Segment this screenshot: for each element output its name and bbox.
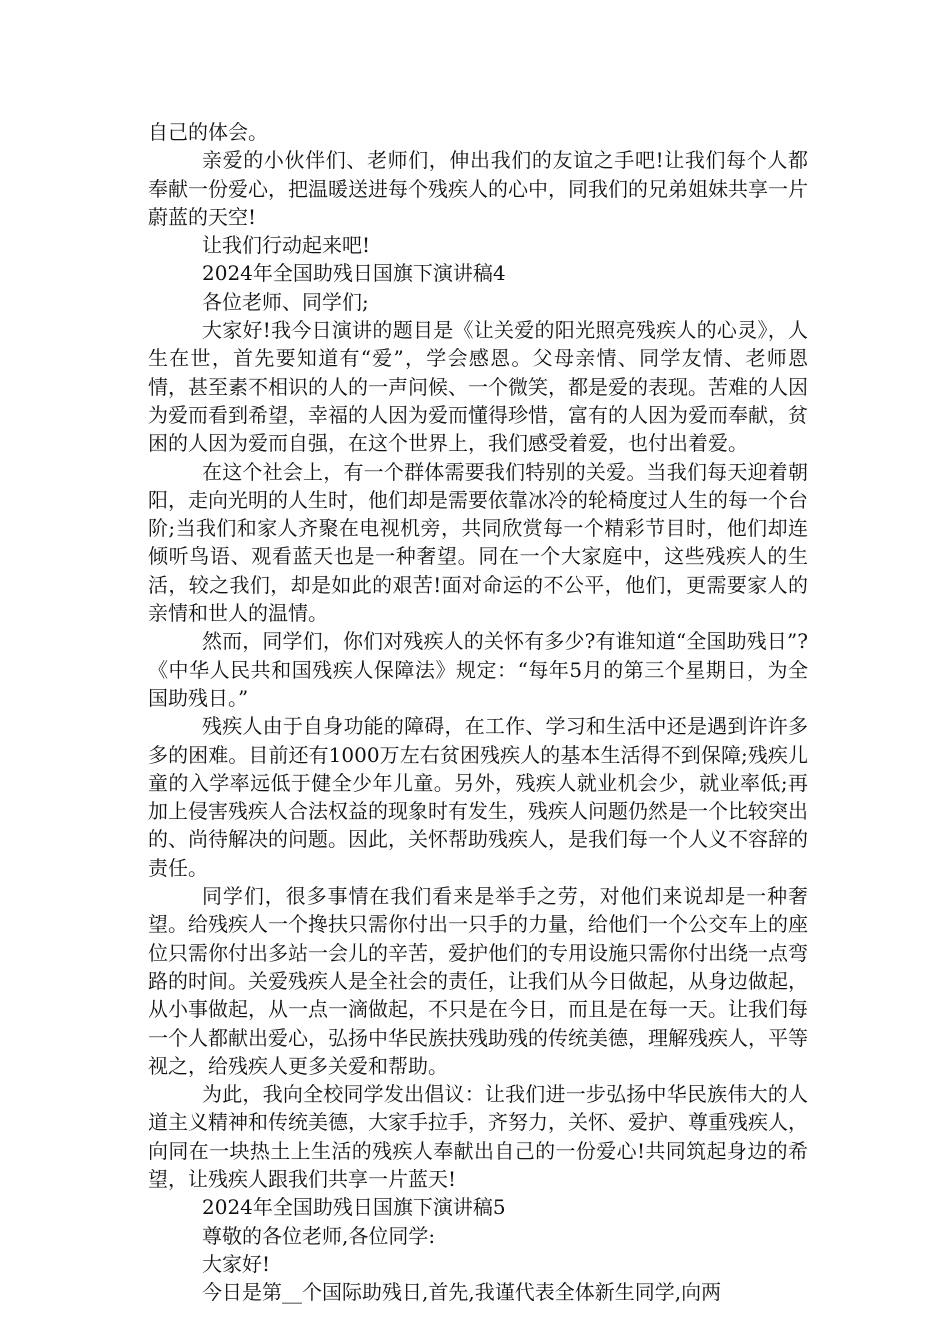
paragraph-continuation: 自己的体会。 xyxy=(148,120,268,144)
speech-4-law-paragraph: 然而，同学们，你们对残疾人的关怀有多少?有谁知道“全国助残日”?《中华人民共和国残疾人保障法》规定：“每年5月的第三个星期日，为全国助残日。” xyxy=(148,629,808,710)
speech-5-heading: 2024年全国助残日国旗下演讲稿5 xyxy=(202,1195,506,1220)
speech-4-proposal-paragraph: 为此，我向全校同学发出倡议：让我们进一步弘扬中华民族伟大的人道主义精神和传统美德，大家手拉手，齐努力，关怀、爱护、尊重残疾人，向同在一块热土上生活的残疾人奉献出自己的一份爱心!共同筑起身边的希望，让残疾人跟我们共享一片蓝天! xyxy=(148,1082,808,1191)
speech-4-society-paragraph: 在这个社会上，有一个群体需要我们特别的关爱。当我们每天迎着朝阳，走向光明的人生时，他们却是需要依靠冰冷的轮椅度过人生的每一个台阶;当我们和家人齐聚在电视机旁，共同欣赏每一个精彩节目时，他们却连倾听鸟语、观看蓝天也是一种奢望。同在一个大家庭中，这些残疾人的生活，较之我们，却是如此的艰苦!面对命运的不公平，他们，更需要家人的亲情和世人的温情。 xyxy=(148,459,808,626)
speech-4-salutation: 各位老师、同学们; xyxy=(202,289,369,314)
document-body xyxy=(148,118,808,1306)
paragraph-call-to-action: 让我们行动起来吧! xyxy=(202,233,371,258)
paragraph-appeal: 亲爱的小伙伴们、老师们，伸出我们的友谊之手吧!让我们每个人都奉献一份爱心，把温暖送进每个残疾人的心中，同我们的兄弟姐妹共享一片蔚蓝的天空! xyxy=(148,148,808,229)
speech-5-greeting: 大家好! xyxy=(202,1251,271,1276)
speech-4-action-paragraph: 同学们，很多事情在我们看来是举手之劳，对他们来说却是一种奢望。给残疾人一个搀扶只需你付出一只手的力量，给他们一个公交车上的座位只需你付出多站一会儿的辛苦，爱护他们的专用设施只需你付出绕一点弯路的时间。关爱残疾人是全社会的责任，让我们从今日做起，从身边做起，从小事做起，从一点一滴做起，不只是在今日，而且是在每一天。让我们每一个人都献出爱心，弘扬中华民族扶残助残的传统美德，理解残疾人，平等视之，给残疾人更多关爱和帮助。 xyxy=(148,884,808,1078)
speech-4-difficulties-paragraph: 残疾人由于自身功能的障碍，在工作、学习和生活中还是遇到许许多多的困难。目前还有1000万左右贫困残疾人的基本生活得不到保障;残疾儿童的入学率远低于健全少年儿童。另外，残疾人就业机会少，就业率低;再加上侵害残疾人合法权益的现象时有发生，残疾人问题仍然是一个比较突出的、尚待解决的问题。因此，关怀帮助残疾人，是我们每一个人义不容辞的责任。 xyxy=(148,714,808,880)
speech-5-opening-paragraph: 今日是第__个国际助残日,首先,我谨代表全体新生同学,向两 xyxy=(202,1280,722,1305)
speech-5-salutation: 尊敬的各位老师,各位同学: xyxy=(202,1223,436,1248)
speech-4-heading: 2024年全国助残日国旗下演讲稿4 xyxy=(202,261,506,286)
speech-4-intro-paragraph: 大家好!我今日演讲的题目是《让关爱的阳光照亮残疾人的心灵》，人生在世，首先要知道有“爱”，学会感恩。父母亲情、同学友情、老师恩情，甚至素不相识的人的一声问候、一个微笑，都是爱的表现。苦难的人因为爱而看到希望，幸福的人因为爱而懂得珍惜，富有的人因为爱而奉献，贫困的人因为爱而自强，在这个世界上，我们感受着爱，也付出着爱。 xyxy=(148,318,808,456)
